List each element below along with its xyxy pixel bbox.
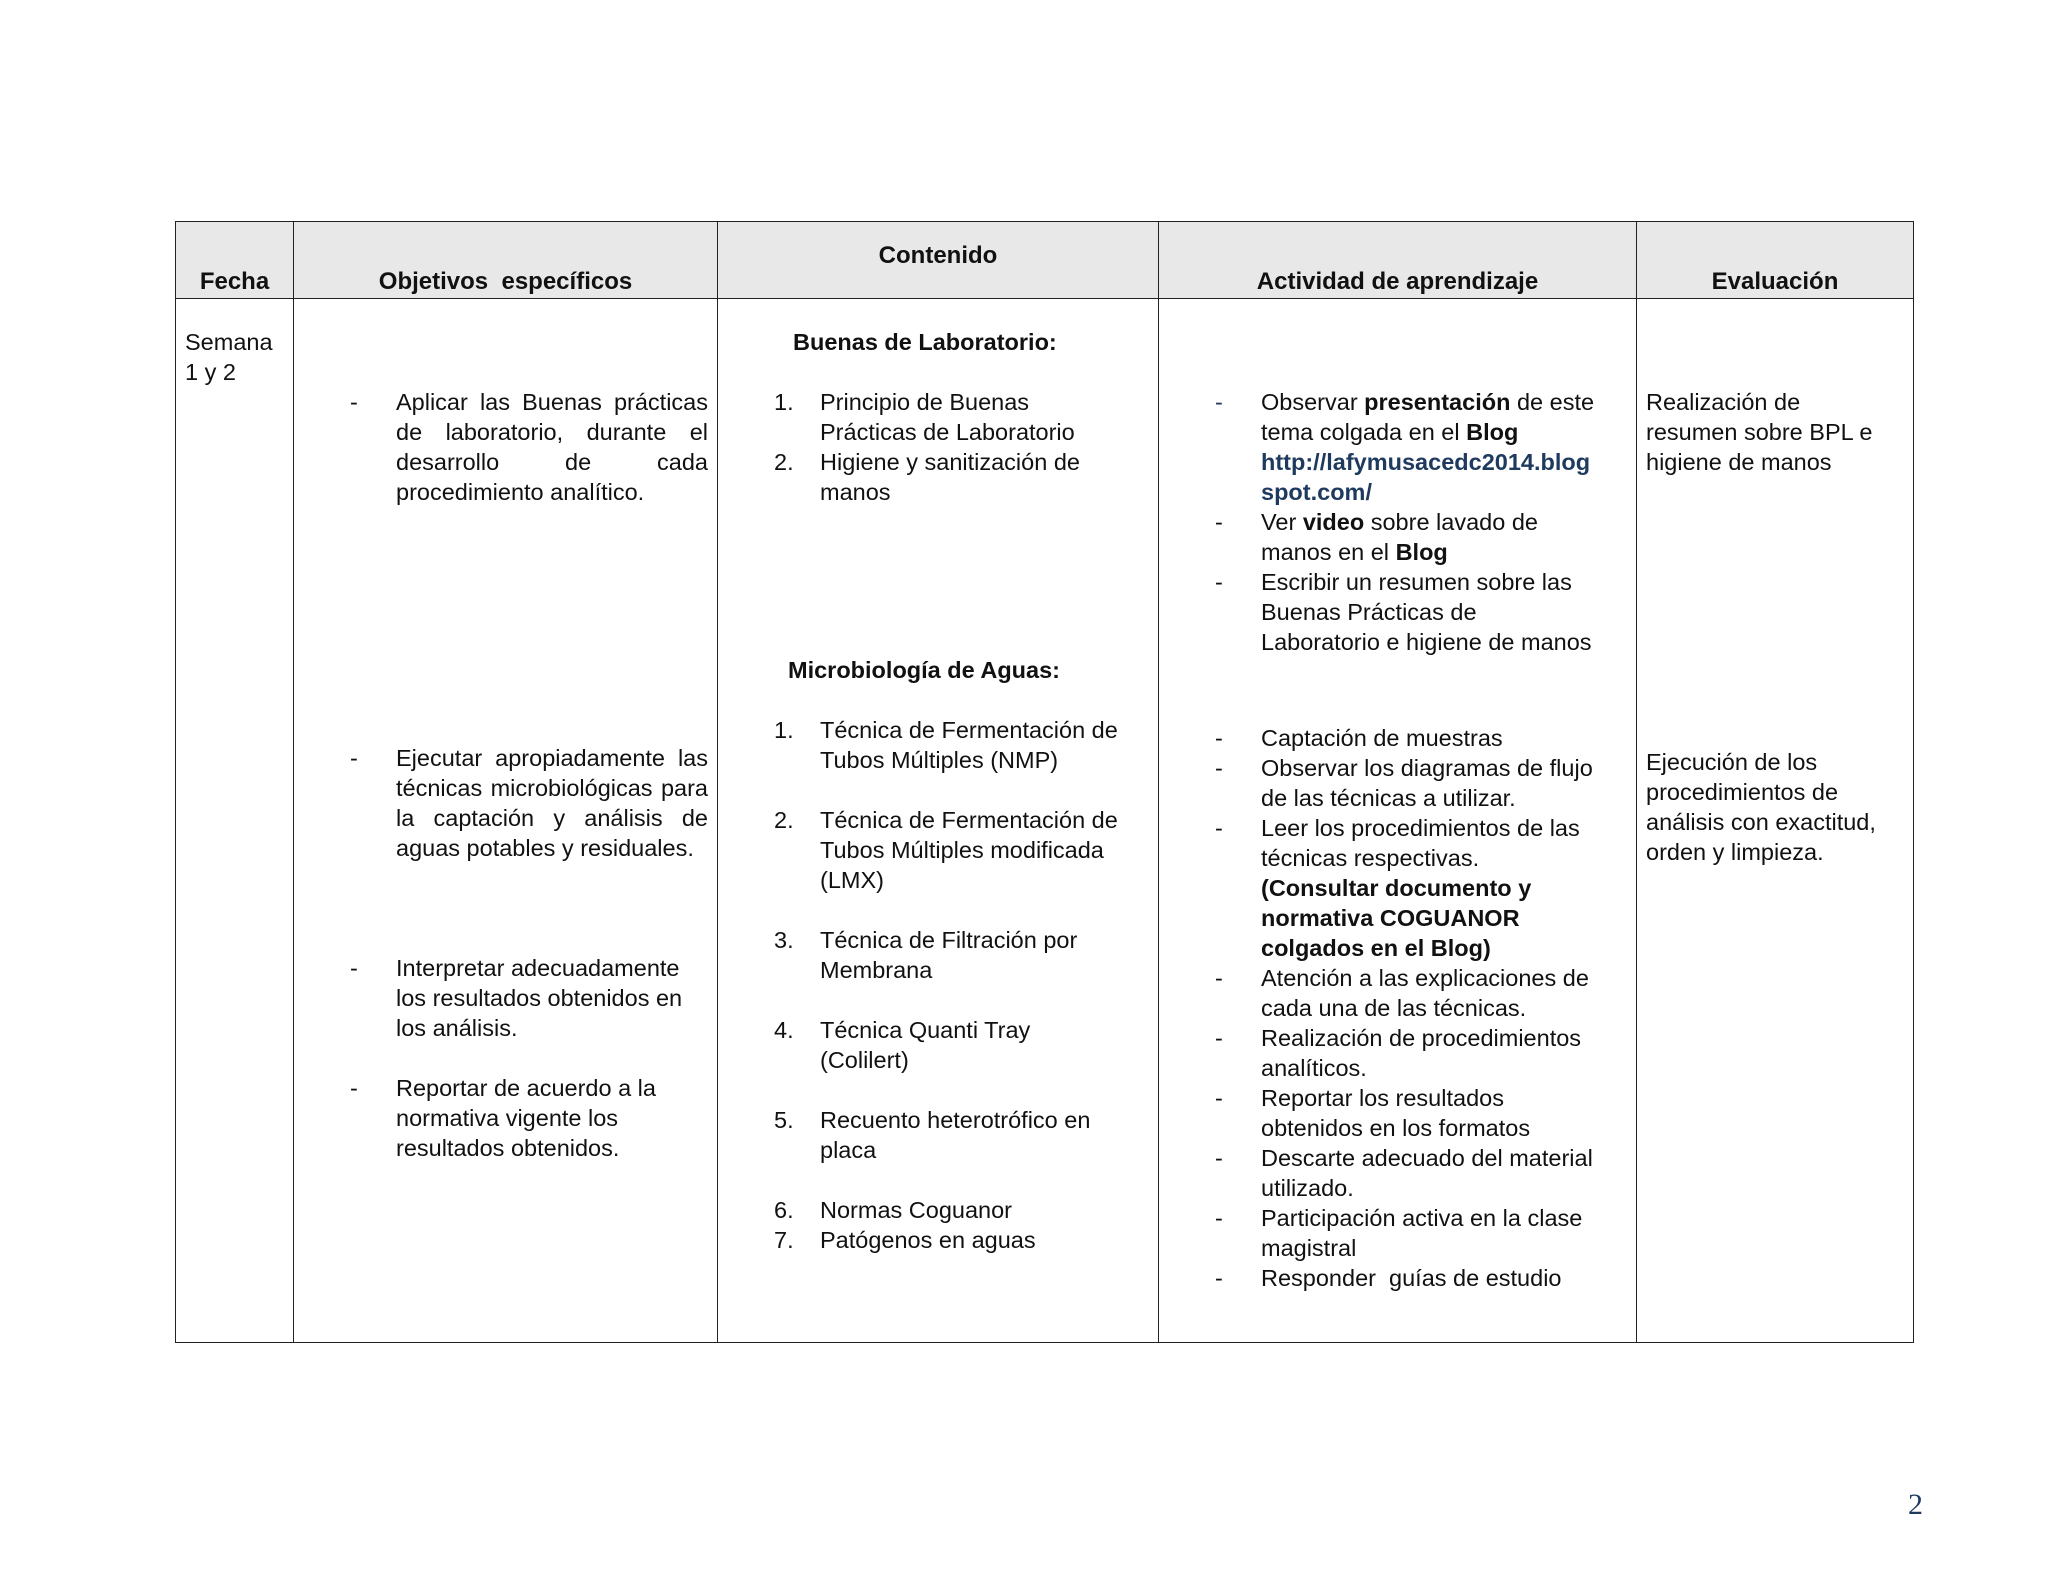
header-fecha: Fecha	[176, 222, 294, 299]
objetivo-4: Reportar de acuerdo a la normativa vigente los resultados obtenidos.	[396, 1075, 656, 1161]
bullet-dash: -	[1215, 509, 1223, 535]
fecha-cell	[176, 299, 294, 1343]
section-title-microbiologia: Microbiología de Aguas:	[788, 657, 1061, 683]
bullet-dash: -	[1215, 755, 1223, 781]
bullet-dash: -	[350, 1075, 358, 1101]
header-actividad: Actividad de aprendizaje	[1159, 222, 1637, 299]
contenido-cell: Buenas de Laboratorio: 1. Principio de Buenas Prácticas de Laboratorio 2. Higiene y sanitización de manos Microbiología de Aguas: 1. Técnica de Fermentación de Tubos Múltiples (NMP) 2. Técnica de Fermentación de Tubos Múltiples modificada (LMX) 3. Técnica de Filtración por Membrana 4. Técnica Quanti Tray (Colilert) 5. Recuento heterotrófico en placa 6. Normas Coguanor 7. Patógenos en aguas	[718, 299, 1159, 1343]
planning-table	[175, 221, 1914, 1343]
bullet-dash: -	[1215, 725, 1223, 751]
bullet-dash: -	[1215, 1145, 1223, 1171]
bullet-dash: -	[1215, 389, 1223, 415]
header-row	[176, 222, 1914, 299]
objetivo-1: Aplicar las Buenas prácticas de laboratorio, durante el desarrollo de cada procedimiento analítico.	[396, 389, 708, 505]
bullet-dash: -	[350, 745, 358, 771]
body-row	[176, 299, 1914, 1343]
bullet-dash: -	[1215, 815, 1223, 841]
section-title-buenas: Buenas de Laboratorio:	[793, 329, 1057, 355]
bullet-dash: -	[1215, 569, 1223, 595]
actividad-video: Ver video sobre lavado de manos en el Blog	[1261, 509, 1538, 565]
fecha-text: Semana 1 y 2	[185, 329, 273, 385]
actividad-participacion: Participación activa en la clase magistral	[1261, 1205, 1583, 1261]
actividad-reportar: Reportar los resultados obtenidos en los formatos	[1261, 1085, 1531, 1141]
header-objetivos: Objetivos específicos	[294, 222, 718, 299]
bullet-dash: -	[1215, 1265, 1223, 1291]
actividad-atencion: Atención a las explicaciones de cada una de las técnicas.	[1261, 965, 1589, 1021]
bullet-dash: -	[1215, 1085, 1223, 1111]
evaluacion-1: Realización de resumen sobre BPL e higiene de manos	[1646, 389, 1873, 475]
page-number: 2	[1908, 1488, 1923, 1521]
objetivo-2: Ejecutar apropiadamente las técnicas microbiológicas para la captación y análisis de aguas potables y residuales.	[396, 745, 708, 861]
actividad-descarte: Descarte adecuado del material utilizado.	[1261, 1145, 1593, 1201]
header-contenido: Contenido	[718, 222, 1159, 299]
actividad-captacion: Captación de muestras	[1261, 725, 1503, 751]
blog-link-cont[interactable]: spot.com/	[1261, 479, 1372, 505]
bullet-dash: -	[1215, 1025, 1223, 1051]
actividad-diagramas: Observar los diagramas de flujo de las técnicas a utilizar.	[1261, 755, 1593, 811]
actividad-resumen: Escribir un resumen sobre las Buenas Prácticas de Laboratorio e higiene de manos	[1261, 569, 1592, 655]
evaluacion-2: Ejecución de los procedimientos de análisis con exactitud, orden y limpieza.	[1646, 749, 1876, 865]
actividad-guias: Responder guías de estudio	[1261, 1265, 1562, 1291]
bullet-dash: -	[350, 389, 358, 415]
actividad-procedimientos: Leer los procedimientos de las técnicas respectivas. (Consultar documento y normativa COGUANOR colgados en el Blog)	[1261, 815, 1580, 961]
bullet-dash: -	[1215, 1205, 1223, 1231]
actividad-presentacion: Observar presentación de este tema colgada en el Blog http://lafymusacedc2014.blog spot.com/	[1261, 389, 1595, 505]
objetivo-3: Interpretar adecuadamente los resultados obtenidos en los análisis.	[396, 955, 683, 1041]
blog-link[interactable]: http://lafymusacedc2014.blog	[1261, 449, 1591, 475]
header-evaluacion: Evaluación	[1637, 222, 1914, 299]
objetivos-cell	[294, 299, 718, 1343]
bullet-dash: -	[1215, 965, 1223, 991]
actividad-realizacion: Realización de procedimientos analíticos.	[1261, 1025, 1582, 1081]
evaluacion-cell	[1637, 299, 1914, 1343]
bullet-dash: -	[350, 955, 358, 981]
actividad-cell	[1159, 299, 1637, 1343]
